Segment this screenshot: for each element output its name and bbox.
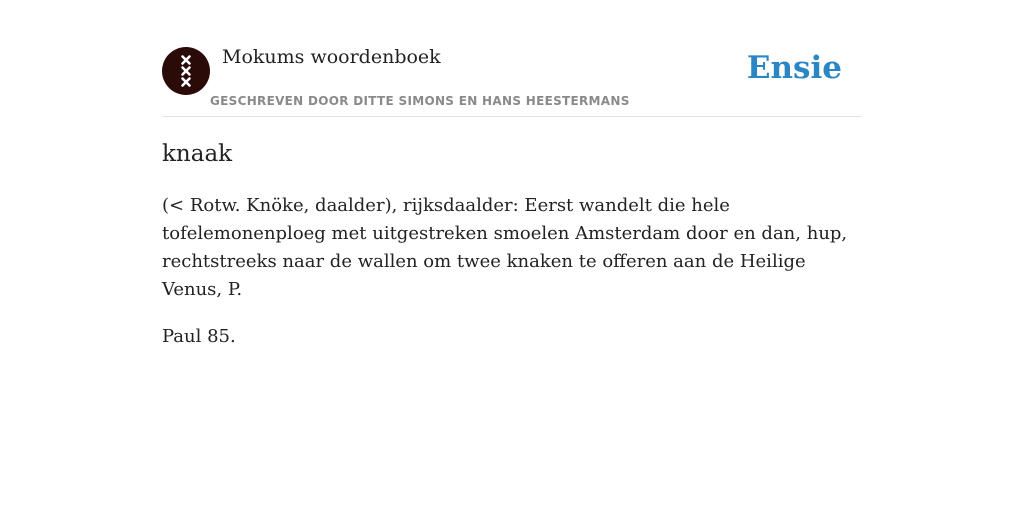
entry-headword: knaak <box>162 141 233 167</box>
entry-content <box>162 138 862 351</box>
ensie-brand-link[interactable]: Ensie <box>746 50 842 86</box>
xxx-crosses-icon <box>162 47 210 95</box>
dictionary-title-link[interactable]: Mokums woordenboek <box>222 46 441 68</box>
amsterdam-crest-icon[interactable] <box>162 47 210 95</box>
entry-definition: (< Rotw. Knöke, daalder), rijksdaalder: Eerst wandelt die hele tofelemonenploeg met uitgestreken smoelen Amsterdam door en dan, hup, rechtstreeks naar de wallen om twee knaken te offeren aan de Heilige Venus, P. <box>162 195 848 300</box>
dictionary-authors: GESCHREVEN DOOR DITTE SIMONS EN HANS HEESTERMANS <box>210 94 630 108</box>
dictionary-header <box>162 46 862 117</box>
entry-source: Paul 85. <box>162 326 236 347</box>
